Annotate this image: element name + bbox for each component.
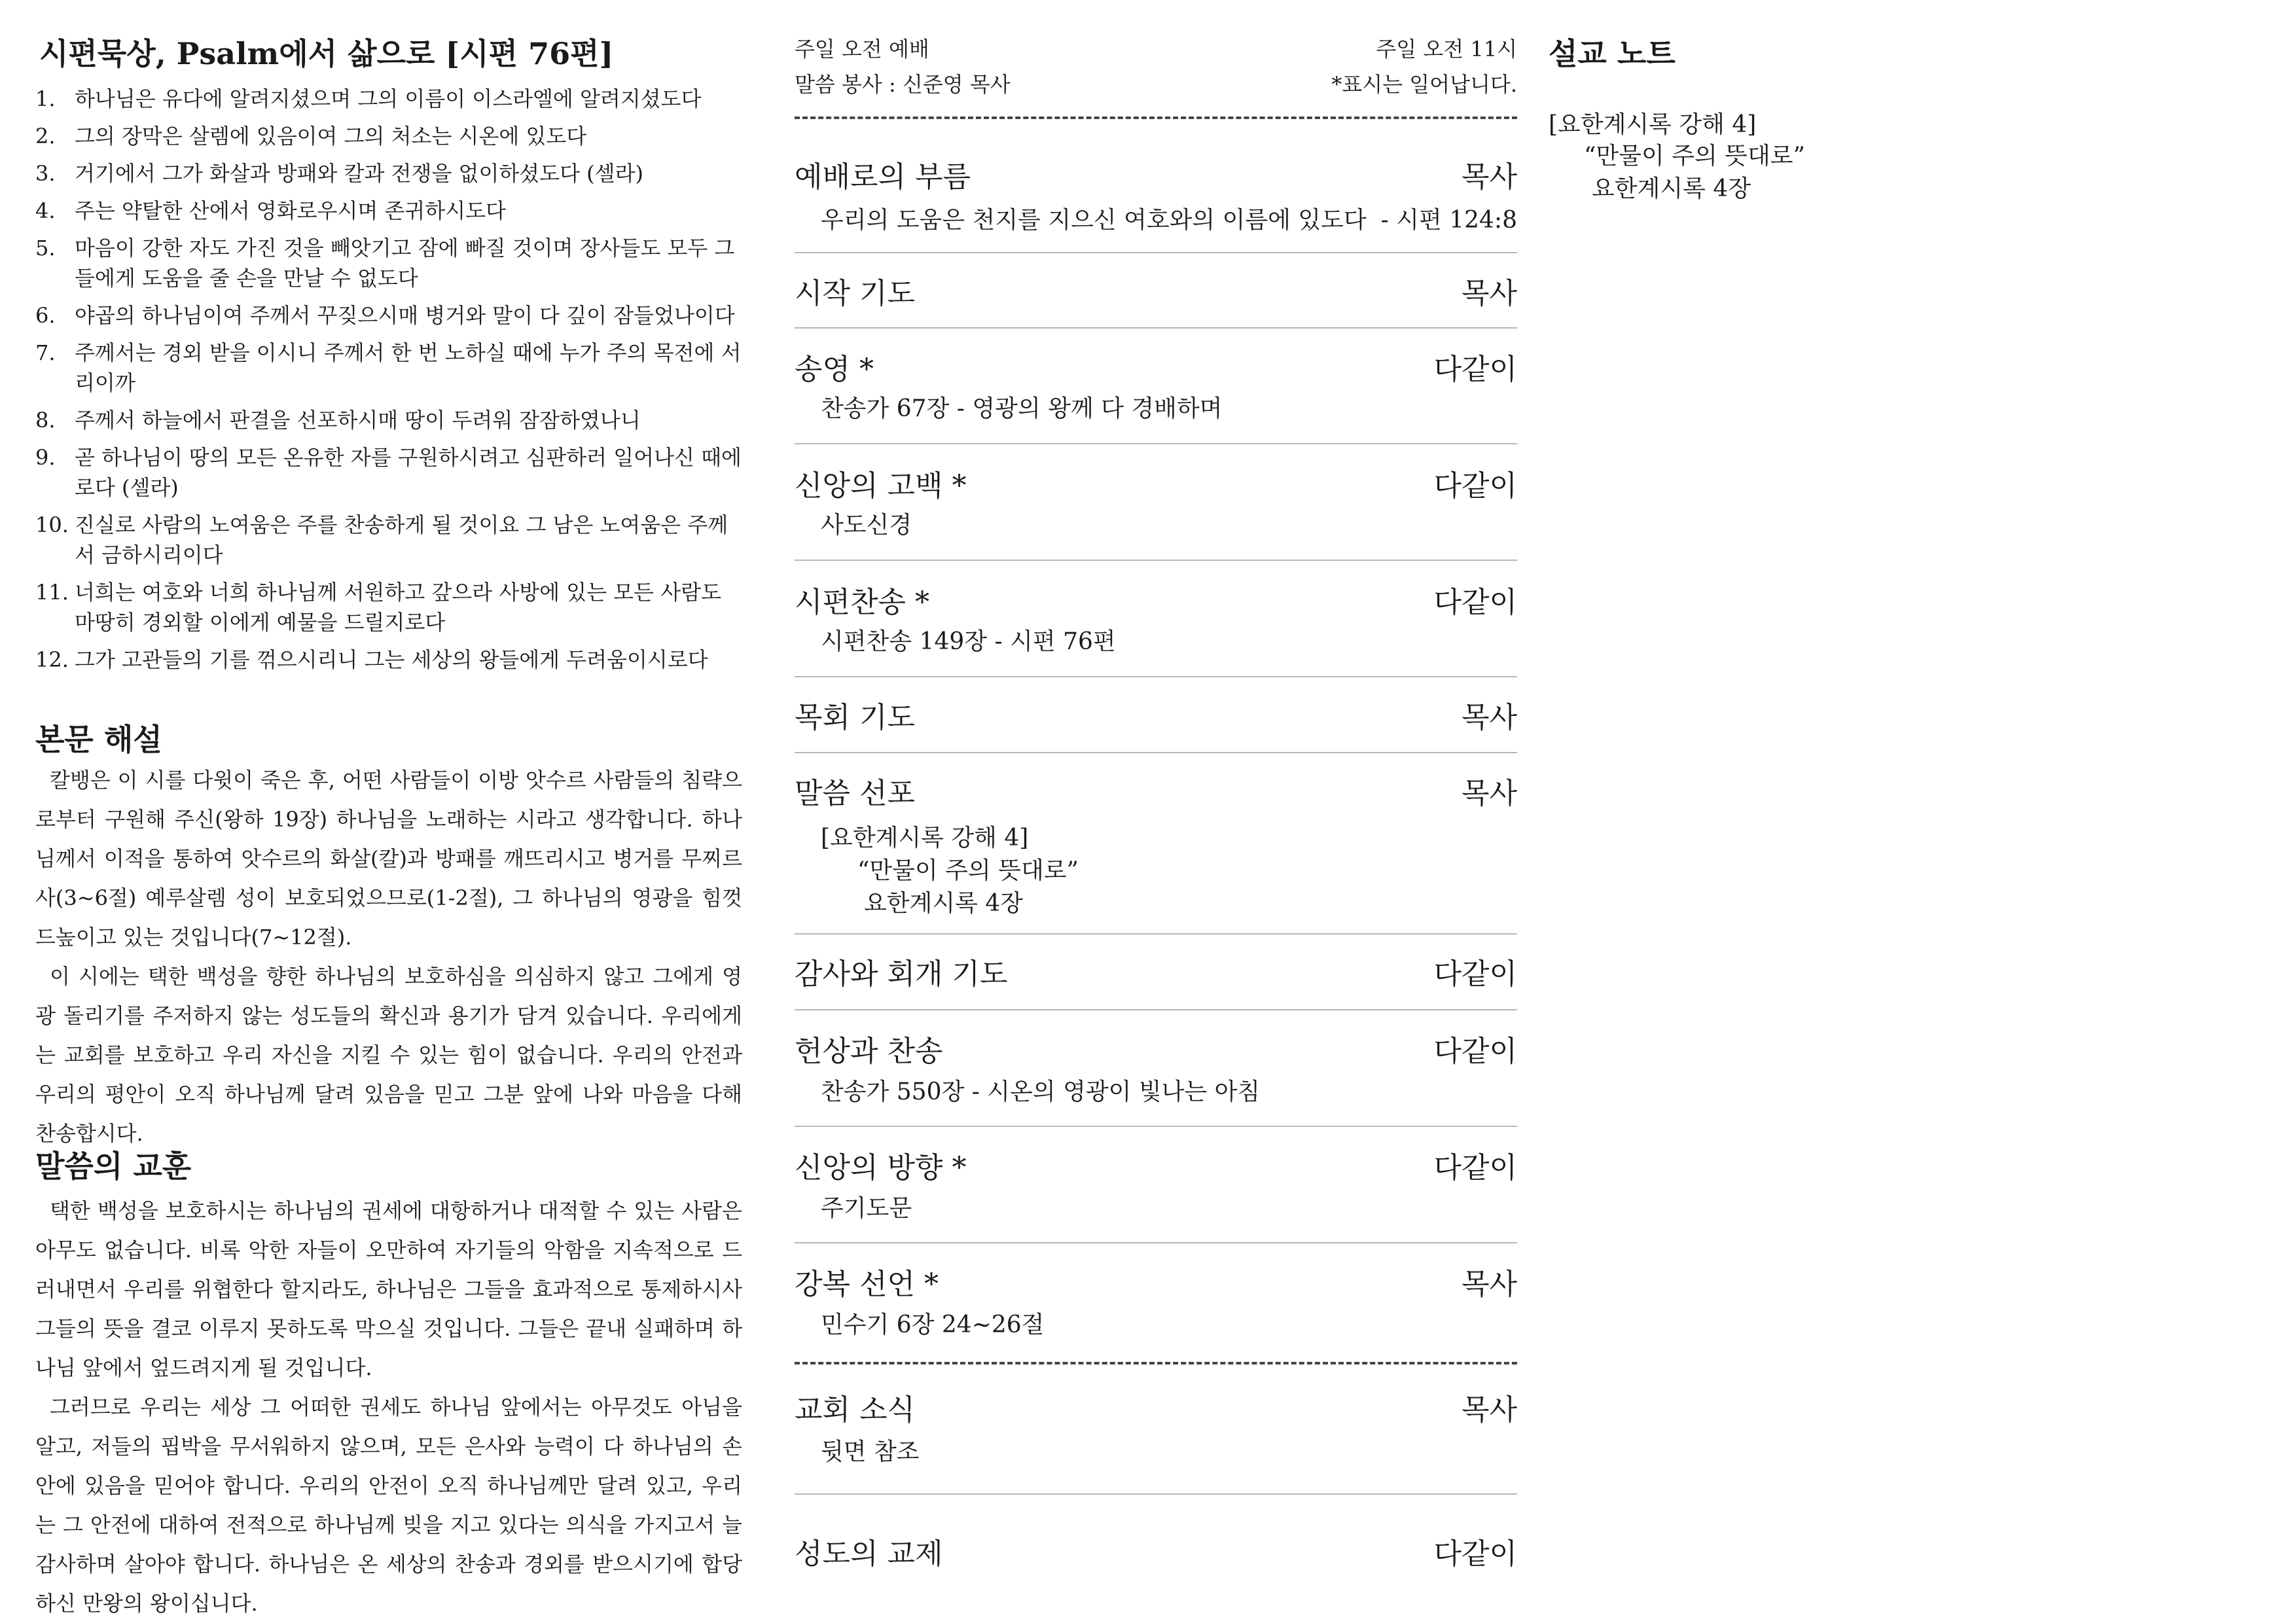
confession-text: 사도신경 [821,512,912,539]
verse-number: 4. [35,198,56,223]
divider [795,1009,1517,1010]
psalm-hymn-title: 시편찬송 * [795,586,930,619]
verse-text: 주는 약탈한 산에서 영화로우시며 존귀하시도다 [75,198,506,223]
opening-prayer-leader: 목사 [1461,277,1517,310]
dashed-divider [795,1362,1517,1364]
sermon-scripture: 요한계시록 4장 [864,890,1024,917]
doxology-hymn: 찬송가 67장 - 영광의 왕께 다 경배하며 [821,395,1223,422]
verse-text: 곧 하나님이 땅의 모든 온유한 자를 구원하시려고 심판하러 일어나신 때에로다 (셀라) [75,445,742,500]
sermon-notes-title: “만물이 주의 뜻대로” [1584,143,1805,169]
verse-text: 야곱의 하나님이여 주께서 꾸짖으시매 병거와 말이 다 깊이 잠들었나이다 [75,303,735,328]
benediction-text: 민수기 6장 24~26절 [821,1311,1045,1338]
service-time: 주일 오전 11시 [1376,37,1517,62]
divider [795,1126,1517,1127]
pastoral-prayer-title: 목회 기도 [795,701,916,734]
divider [795,1242,1517,1243]
verse-number: 6. [35,303,56,328]
dashed-divider [795,116,1517,119]
sermon-notes-scripture: 요한계시록 4장 [1592,175,1751,202]
divider [795,676,1517,677]
verse-number: 10. [35,512,69,537]
lesson-paragraph: 그러므로 우리는 세상 그 어떠한 권세도 하나님 앞에서는 아무것도 아님을 알고, 저들의 핍박을 무서워하지 않으며, 모든 은사와 능력이 다 하나님의 손안에 있음을 믿어야 합니다. 우리의 안전이 오직 하나님께만 달려 있고, 우리는 그 안전에 대하여 전적으로 하나님께 빚을 지고 있다는 의식을 가지고서 늘 감사하며 살아야 합니다. 하나님은 온 세상의 찬송과 경외를 받으시기에 합당하신 만왕의 왕이십니다. [35,1395,742,1616]
verse-item [35,121,742,151]
doxology-title: 송영 * [795,353,874,386]
commentary-heading: 본문 해설 [35,722,162,757]
stand-note: *표시는 일어납니다. [1331,72,1517,97]
call-to-worship-ref: - 시편 124:8 [1380,207,1517,234]
call-to-worship-leader: 목사 [1461,160,1517,194]
verse-text: 주께서 하늘에서 판결을 선포하시매 땅이 두려워 잠잠하였나니 [75,408,641,433]
church-news-text: 뒷면 참조 [821,1438,920,1465]
verse-text: 거기에서 그가 화살과 방패와 칼과 전쟁을 없이하셨도다 (셀라) [75,161,643,186]
lesson-body [35,1191,742,1623]
faith-direction-text: 주기도문 [821,1195,912,1222]
fellowship-leader: 다같이 [1433,1537,1517,1571]
church-news-title: 교회 소식 [795,1393,916,1427]
lesson-paragraph: 택한 백성을 보호하시는 하나님의 권세에 대항하거나 대적할 수 있는 사람은 아무도 없습니다. 비록 악한 자들이 오만하여 자기들의 악함을 지속적으로 드러내면서 우리를 위협한다 할지라도, 하나님은 그들을 효과적으로 통제하시사 그들의 뜻을 결코 이루지 못하도록 막으실 것입니다. 그들은 끝내 실패하며 하나님 앞에서 엎드려지게 될 것입니다. [35,1198,742,1380]
verse-text: 하나님은 유다에 알려지셨으며 그의 이름이 이스라엘에 알려지셨도다 [75,86,702,111]
doxology-leader: 다같이 [1433,353,1517,386]
verse-text: 그가 고관들의 기를 꺾으시리니 그는 세상의 왕들에게 두려움이시로다 [75,647,708,672]
divider [795,560,1517,561]
verse-item [35,338,742,398]
verse-number: 9. [35,445,56,470]
call-to-worship-title: 예배로의 부름 [795,160,971,194]
verse-item [35,510,742,570]
divider [795,327,1517,329]
sermon-notes-series: [요한계시록 강해 4] [1549,111,1757,138]
sermon-title-quote: “만물이 주의 뜻대로” [857,857,1079,884]
repentance-prayer-leader: 다같이 [1433,957,1517,991]
pastoral-prayer-leader: 목사 [1461,701,1517,734]
lesson-heading: 말씀의 교훈 [35,1149,192,1184]
verse-item [35,577,742,637]
verse-text: 그의 장막은 살렘에 있음이여 그의 처소는 시온에 있도다 [75,124,587,149]
call-to-worship-text: 우리의 도움은 천지를 지으신 여호와의 이름에 있도다 [821,207,1367,234]
sermon-leader: 목사 [1461,777,1517,810]
verse-item [35,442,742,503]
verse-text: 진실로 사람의 노여움은 주를 찬송하게 될 것이요 그 남은 노여움은 주께서 금하시리이다 [75,512,728,567]
psalm-title: 시편묵상, Psalm에서 삶으로 [시편 76편] [39,36,614,71]
preacher: 말씀 봉사 : 신준영 목사 [795,72,1011,97]
divider [795,252,1517,253]
verse-item [35,405,742,435]
divider [795,933,1517,935]
verse-number: 5. [35,236,56,260]
repentance-prayer-title: 감사와 회개 기도 [795,957,1008,991]
sermon-notes-heading: 설교 노트 [1549,36,1676,71]
benediction-leader: 목사 [1461,1268,1517,1301]
divider [795,1493,1517,1495]
faith-direction-leader: 다같이 [1433,1151,1517,1185]
sermon-title: 말씀 선포 [795,777,916,810]
verse-number: 2. [35,124,56,149]
fellowship-title: 성도의 교제 [795,1537,943,1571]
opening-prayer-title: 시작 기도 [795,277,916,310]
verse-item [35,645,742,675]
psalm-hymn-text: 시편찬송 149장 - 시편 76편 [821,628,1116,655]
verse-item [35,196,742,226]
commentary-body [35,760,742,1153]
psalm-hymn-leader: 다같이 [1433,586,1517,619]
verse-number: 8. [35,408,56,433]
divider [795,752,1517,753]
offering-title: 헌상과 찬송 [795,1035,943,1068]
divider [795,443,1517,444]
sermon-series: [요한계시록 강해 4] [821,825,1029,851]
verse-item [35,233,742,293]
offering-leader: 다같이 [1433,1035,1517,1068]
verse-number: 1. [35,86,56,111]
offering-hymn: 찬송가 550장 - 시온의 영광이 빛나는 아침 [821,1079,1261,1105]
verse-number: 3. [35,161,56,186]
verse-text: 너희는 여호와 너희 하나님께 서원하고 갚으라 사방에 있는 모든 사람도 마땅히 경외할 이에게 예물을 드릴지로다 [75,580,721,635]
service-name: 주일 오전 예배 [795,37,929,62]
faith-direction-title: 신앙의 방향 * [795,1151,967,1185]
verse-list [35,84,742,682]
verse-number: 12. [35,647,69,672]
verse-text: 주께서는 경외 받을 이시니 주께서 한 번 노하실 때에 누가 주의 목전에 서리이까 [75,340,742,395]
benediction-title: 강복 선언 * [795,1268,939,1301]
confession-leader: 다같이 [1433,469,1517,503]
commentary-paragraph: 이 시에는 택한 백성을 향한 하나님의 보호하심을 의심하지 않고 그에게 영광 돌리기를 주저하지 않는 성도들의 확신과 용기가 담겨 있습니다. 우리에게는 교회를 보호하고 우리 자신을 지킬 수 있는 힘이 없습니다. 우리의 안전과 우리의 평안이 오직 하나님께 달려 있음을 믿고 그분 앞에 나와 마음을 다해 찬송합시다. [35,964,742,1146]
church-news-leader: 목사 [1461,1393,1517,1427]
commentary-paragraph: 칼뱅은 이 시를 다윗이 죽은 후, 어떤 사람들이 이방 앗수르 사람들의 침략으로부터 구원해 주신(왕하 19장) 하나님을 노래하는 시라고 생각합니다. 하나님께서 이적을 통하여 앗수르의 화살(칼)과 방패를 깨뜨리시고 병거를 무찌르사(3~6절) 예루살렘 성이 보호되었으므로(1-2절), 그 하나님의 영광을 힘껏 드높이고 있는 것입니다(7~12절). [35,768,742,950]
verse-item [35,158,742,188]
verse-number: 11. [35,580,69,605]
confession-title: 신앙의 고백 * [795,469,967,503]
verse-item [35,84,742,114]
verse-number: 7. [35,340,56,365]
verse-text: 마음이 강한 자도 가진 것을 빼앗기고 잠에 빠질 것이며 장사들도 모두 그들에게 도움을 줄 손을 만날 수 없도다 [75,236,735,291]
verse-item [35,300,742,330]
